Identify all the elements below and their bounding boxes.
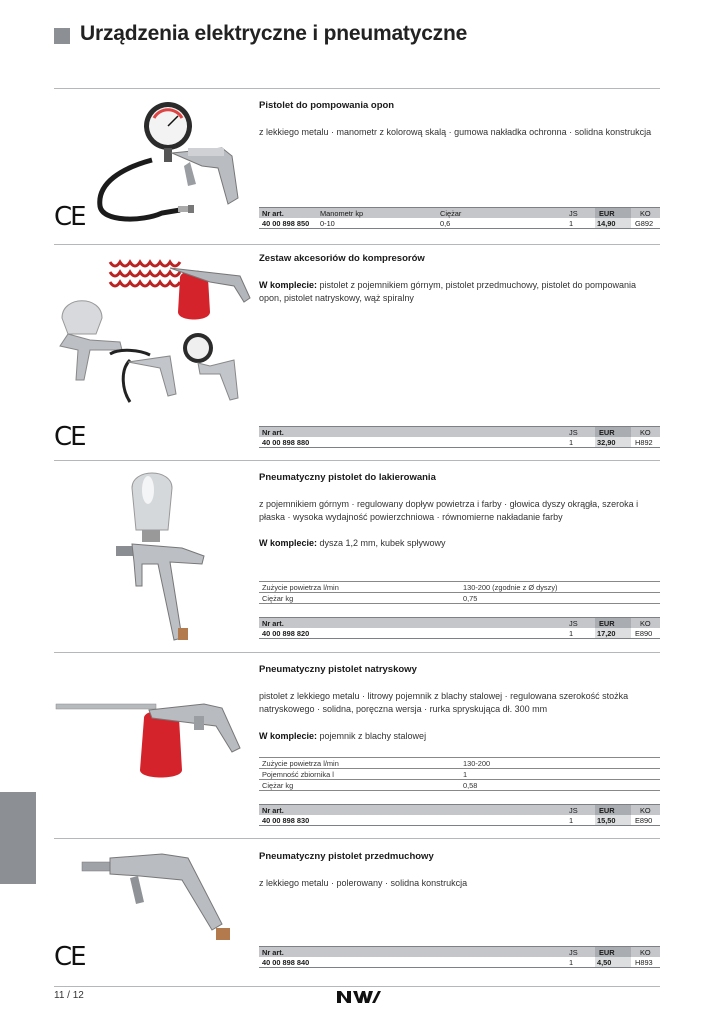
- kit-label: W komplecie:: [259, 538, 318, 548]
- compressor-kit-image: [50, 250, 255, 415]
- col-weight: Ciężar: [440, 209, 462, 218]
- ce-mark: CE: [54, 422, 85, 452]
- price-value: 17,20: [597, 629, 616, 638]
- kit-text: dysza 1,2 mm, kubek spływowy: [317, 538, 446, 548]
- product-title: Pneumatyczny pistolet natryskowy: [259, 664, 417, 675]
- ce-mark: CE: [54, 202, 85, 232]
- js-value: 1: [569, 219, 574, 228]
- price-value: 14,90: [597, 219, 616, 228]
- page-title: Urządzenia elektryczne i pneumatyczne: [80, 22, 468, 45]
- js-value: 1: [569, 629, 574, 638]
- spec-table: [259, 581, 660, 604]
- article-number: 40 00 898 850: [262, 219, 310, 228]
- weight-value: 0,6: [440, 219, 451, 228]
- paint-spray-gun-image: [112, 468, 212, 648]
- col-art: Nr art.: [262, 806, 284, 815]
- js-value: 1: [569, 816, 574, 825]
- spec-row: [259, 592, 660, 604]
- footer-separator: [54, 986, 660, 987]
- col-js: JS: [569, 428, 578, 437]
- price-value: 15,50: [597, 816, 616, 825]
- ko-value: E890: [635, 629, 653, 638]
- order-table: [259, 426, 660, 448]
- product-title: Zestaw akcesoriów do kompresorów: [259, 253, 425, 264]
- js-value: 1: [569, 438, 574, 447]
- table-row: [259, 437, 660, 448]
- product-title: Pneumatyczny pistolet do lakierowania: [259, 472, 436, 483]
- ko-value: H893: [635, 958, 653, 967]
- order-table: [259, 207, 660, 229]
- col-eur: EUR: [599, 948, 615, 957]
- product-kit: [259, 730, 659, 743]
- col-eur: EUR: [599, 619, 615, 628]
- blow-gun-image: [80, 850, 240, 950]
- article-number: 40 00 898 820: [262, 629, 310, 638]
- product-description: z lekkiego metalu · manometr z kolorową skalą · gumowa nakładka ochronna · solidna konstrukcja: [259, 127, 652, 137]
- spec-label: Ciężar kg: [262, 594, 294, 603]
- separator: [54, 244, 660, 245]
- separator: [54, 88, 660, 89]
- order-table: [259, 617, 660, 639]
- article-number: 40 00 898 830: [262, 816, 310, 825]
- col-ko: KO: [640, 428, 651, 437]
- spec-value: 1: [463, 770, 468, 779]
- spec-label: Ciężar kg: [262, 781, 294, 790]
- col-js: JS: [569, 948, 578, 957]
- order-table: [259, 804, 660, 826]
- spec-table: [259, 757, 660, 791]
- col-eur: EUR: [599, 806, 615, 815]
- col-js: JS: [569, 619, 578, 628]
- spec-value: 130-200 (zgodnie z Ø dyszy): [463, 583, 558, 592]
- spec-label: Pojemność zbiornika l: [262, 770, 334, 779]
- product-title: Pneumatyczny pistolet przedmuchowy: [259, 851, 434, 862]
- spray-gun-image: [54, 696, 244, 791]
- ce-mark: CE: [54, 942, 85, 972]
- order-table-header: [259, 617, 660, 628]
- product-kit: [259, 279, 659, 305]
- title-square: [54, 28, 70, 44]
- kit-label: W komplecie:: [259, 280, 318, 290]
- section-tab: [0, 792, 36, 884]
- product-description: pistolet z lekkiego metalu · litrowy pojemnik z blachy stalowej · regulowana szerokość stożka natryskowego · solidna, poręczna wersja · rurka spryskująca dł. 300 mm: [259, 691, 629, 714]
- page-number: 11 / 12: [54, 990, 84, 1001]
- order-table-header: [259, 426, 660, 437]
- table-row: [259, 957, 660, 968]
- col-ko: KO: [640, 619, 651, 628]
- spec-label: Zużycie powietrza l/min: [262, 759, 339, 768]
- product-kit: [259, 537, 659, 550]
- col-manometer: Manometr kp: [320, 209, 364, 218]
- article-number: 40 00 898 880: [262, 438, 310, 447]
- col-art: Nr art.: [262, 428, 284, 437]
- col-js: JS: [569, 209, 578, 218]
- col-ko: KO: [640, 948, 651, 957]
- spec-label: Zużycie powietrza l/min: [262, 583, 339, 592]
- col-js: JS: [569, 806, 578, 815]
- price-value: 4,50: [597, 958, 612, 967]
- ko-value: G892: [635, 219, 654, 228]
- col-art: Nr art.: [262, 209, 284, 218]
- brand-logo: [336, 990, 382, 1009]
- kit-text: pistolet z pojemnikiem górnym, pistolet przedmuchowy, pistolet do pompowania opon, pistolet natryskowy, wąż spiralny: [259, 280, 637, 303]
- col-ko: KO: [640, 209, 651, 218]
- article-number: 40 00 898 840: [262, 958, 310, 967]
- col-eur: EUR: [599, 428, 615, 437]
- product-description: z pojemnikiem górnym · regulowany dopływ powietrza i farby · głowica dyszy okrągła, szeroka i płaska · wysoka wydajność powierzchniowa · równomierne nakładanie farby: [259, 499, 639, 522]
- separator: [54, 460, 660, 461]
- spec-row: [259, 581, 660, 592]
- spec-value: 0,75: [463, 594, 478, 603]
- ko-value: H892: [635, 438, 653, 447]
- table-row: [259, 218, 660, 229]
- ko-value: E890: [635, 816, 653, 825]
- spec-row: [259, 779, 660, 791]
- separator: [54, 838, 660, 839]
- spec-value: 0,58: [463, 781, 478, 790]
- order-table-header: [259, 946, 660, 957]
- table-row: [259, 628, 660, 639]
- kit-text: pojemnik z blachy stalowej: [317, 731, 427, 741]
- spec-value: 130-200: [463, 759, 491, 768]
- spec-row: [259, 768, 660, 779]
- kit-label: W komplecie:: [259, 731, 318, 741]
- spec-row: [259, 757, 660, 768]
- tire-inflator-image: [92, 98, 252, 233]
- separator: [54, 652, 660, 653]
- product-description: z lekkiego metalu · polerowany · solidna konstrukcja: [259, 878, 468, 888]
- order-table-header: [259, 207, 660, 218]
- order-table-header: [259, 804, 660, 815]
- col-eur: EUR: [599, 209, 615, 218]
- col-art: Nr art.: [262, 619, 284, 628]
- price-value: 32,90: [597, 438, 616, 447]
- manometer-value: 0-10: [320, 219, 335, 228]
- product-title: Pistolet do pompowania opon: [259, 100, 395, 111]
- col-ko: KO: [640, 806, 651, 815]
- order-table: [259, 946, 660, 968]
- js-value: 1: [569, 958, 574, 967]
- table-row: [259, 815, 660, 826]
- col-art: Nr art.: [262, 948, 284, 957]
